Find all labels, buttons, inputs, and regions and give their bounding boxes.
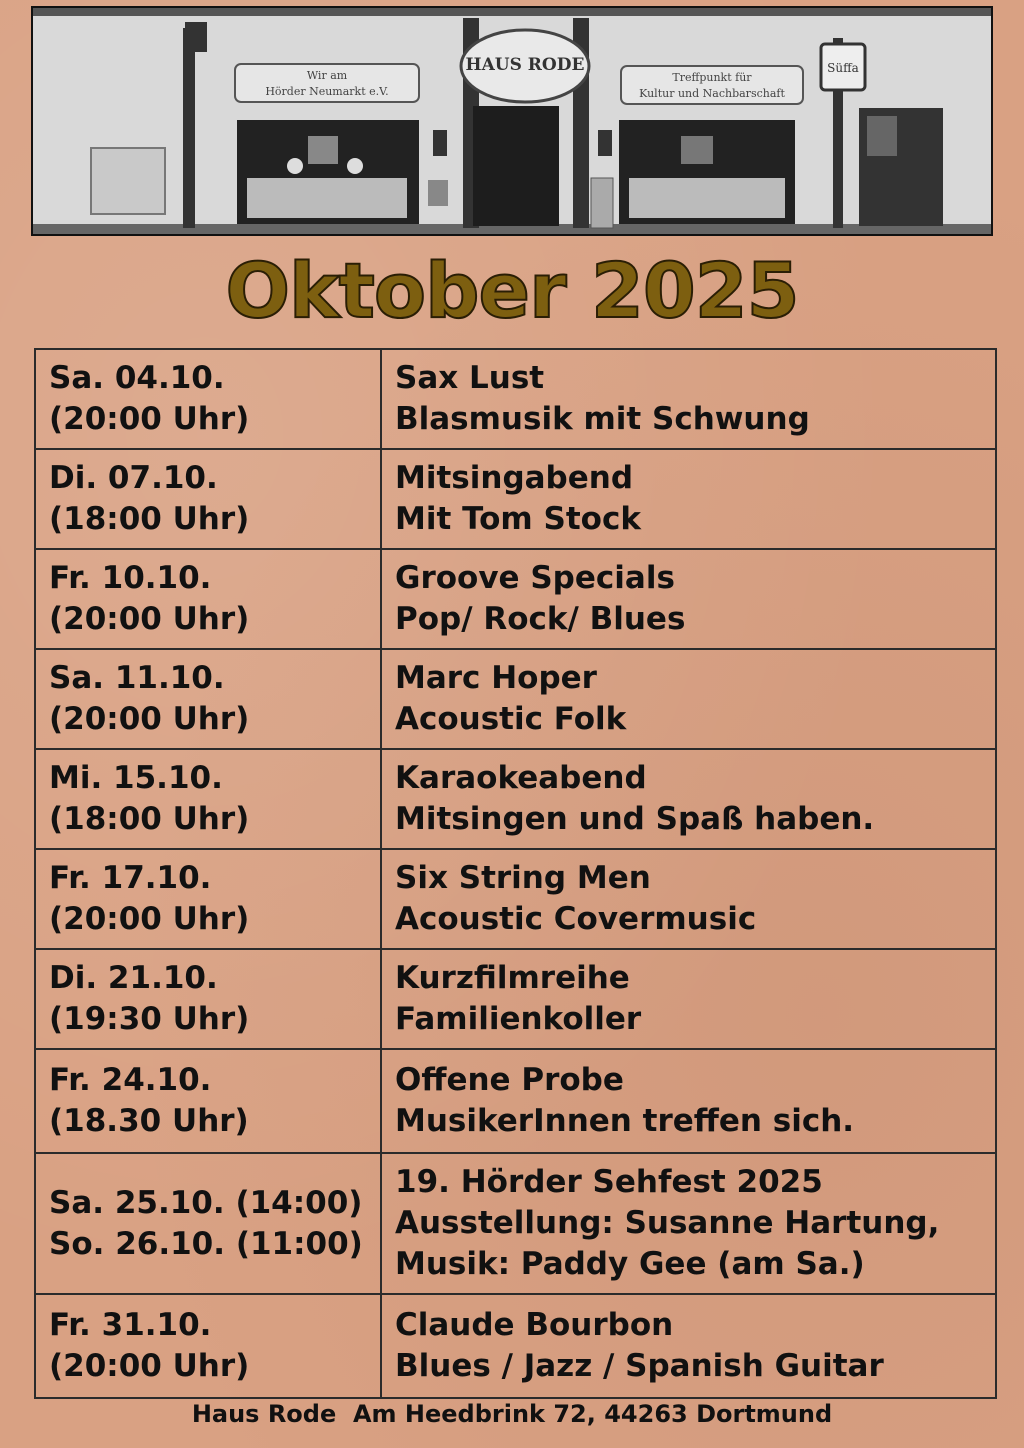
event-description: Blasmusik mit Schwung bbox=[395, 401, 810, 437]
event-info-cell bbox=[381, 1049, 996, 1153]
event-date: Fr. 17.10. bbox=[49, 860, 212, 896]
event-time: (18:00 Uhr) bbox=[49, 801, 250, 837]
event-time: (20:00 Uhr) bbox=[49, 901, 250, 937]
event-title: Groove Specials bbox=[395, 560, 675, 596]
event-time: So. 26.10. (11:00) bbox=[49, 1225, 363, 1262]
event-row bbox=[35, 1153, 996, 1294]
event-info-cell bbox=[381, 549, 996, 649]
event-description: Familienkoller bbox=[395, 1001, 642, 1037]
event-time: (20:00 Uhr) bbox=[49, 701, 250, 737]
event-info-cell bbox=[381, 349, 996, 449]
event-time: (18:00 Uhr) bbox=[49, 501, 250, 537]
event-date-cell bbox=[35, 649, 381, 749]
event-title: Kurzfilmreihe bbox=[395, 960, 630, 996]
event-date-cell bbox=[35, 1153, 381, 1294]
event-date-cell bbox=[35, 1294, 381, 1398]
event-row bbox=[35, 949, 996, 1049]
event-date-cell bbox=[35, 449, 381, 549]
event-date: Fr. 10.10. bbox=[49, 560, 212, 596]
event-row bbox=[35, 1294, 996, 1398]
events-table-body bbox=[35, 349, 996, 1398]
event-title: Six String Men bbox=[395, 860, 651, 896]
storefront-illustration bbox=[33, 8, 991, 234]
event-row bbox=[35, 849, 996, 949]
sign-center: HAUS RODE bbox=[465, 55, 585, 75]
event-description: Acoustic Folk bbox=[395, 701, 627, 737]
event-title: Karaokeabend bbox=[395, 760, 647, 796]
event-title: Marc Hoper bbox=[395, 660, 597, 696]
event-info-cell bbox=[381, 749, 996, 849]
event-description: Blues / Jazz / Spanish Guitar bbox=[395, 1348, 884, 1384]
event-date: Di. 21.10. bbox=[49, 960, 218, 996]
event-date: Sa. 04.10. bbox=[49, 360, 225, 396]
event-description: Musik: Paddy Gee (am Sa.) bbox=[395, 1246, 865, 1282]
event-info-cell bbox=[381, 949, 996, 1049]
event-info-cell bbox=[381, 649, 996, 749]
event-title: Mitsingabend bbox=[395, 460, 634, 496]
event-title: Sax Lust bbox=[395, 360, 545, 396]
header-photo-haus-rode bbox=[31, 6, 993, 236]
event-description: Mitsingen und Spaß haben. bbox=[395, 801, 875, 837]
event-time: (19:30 Uhr) bbox=[49, 1001, 250, 1037]
event-date: Di. 07.10. bbox=[49, 460, 218, 496]
event-date: Fr. 24.10. bbox=[49, 1062, 212, 1098]
event-title: Claude Bourbon bbox=[395, 1307, 674, 1343]
event-description: Pop/ Rock/ Blues bbox=[395, 601, 686, 637]
event-info-cell bbox=[381, 449, 996, 549]
events-table bbox=[34, 348, 997, 1399]
event-info-cell bbox=[381, 1153, 996, 1294]
event-info-cell bbox=[381, 849, 996, 949]
event-info-cell bbox=[381, 1294, 996, 1398]
event-row bbox=[35, 749, 996, 849]
event-title: Offene Probe bbox=[395, 1062, 624, 1098]
event-description: Mit Tom Stock bbox=[395, 501, 641, 537]
event-row bbox=[35, 349, 996, 449]
sign-left-line2: Hörder Neumarkt e.V. bbox=[265, 85, 389, 98]
event-time: (20:00 Uhr) bbox=[49, 1348, 250, 1384]
event-date: Sa. 25.10. (14:00) bbox=[49, 1184, 363, 1221]
sign-left-line1: Wir am bbox=[306, 69, 348, 82]
event-date-cell bbox=[35, 849, 381, 949]
event-date: Sa. 11.10. bbox=[49, 660, 225, 696]
footer-address: Haus Rode Am Heedbrink 72, 44263 Dortmund bbox=[191, 1400, 833, 1428]
event-time: (18.30 Uhr) bbox=[49, 1103, 249, 1139]
event-time: (20:00 Uhr) bbox=[49, 401, 250, 437]
event-row bbox=[35, 449, 996, 549]
event-row bbox=[35, 1049, 996, 1153]
event-date: Fr. 31.10. bbox=[49, 1307, 212, 1343]
event-date-cell bbox=[35, 549, 381, 649]
event-date-cell bbox=[35, 949, 381, 1049]
event-date: Mi. 15.10. bbox=[49, 760, 223, 796]
sign-hanging: Süffa bbox=[827, 61, 859, 75]
event-title: 19. Hörder Sehfest 2025 bbox=[395, 1164, 823, 1200]
sign-right-line2: Kultur und Nachbarschaft bbox=[639, 87, 785, 100]
event-row bbox=[35, 649, 996, 749]
event-date-cell bbox=[35, 349, 381, 449]
event-description: MusikerInnen treffen sich. bbox=[395, 1103, 855, 1139]
event-time: (20:00 Uhr) bbox=[49, 601, 250, 637]
event-date-cell bbox=[35, 749, 381, 849]
event-description: Acoustic Covermusic bbox=[395, 901, 757, 937]
event-date-cell bbox=[35, 1049, 381, 1153]
sign-right-line1: Treffpunkt für bbox=[672, 71, 752, 84]
event-description: Ausstellung: Susanne Hartung, bbox=[395, 1205, 940, 1241]
page-title: Oktober 2025 bbox=[225, 246, 799, 335]
event-row bbox=[35, 549, 996, 649]
